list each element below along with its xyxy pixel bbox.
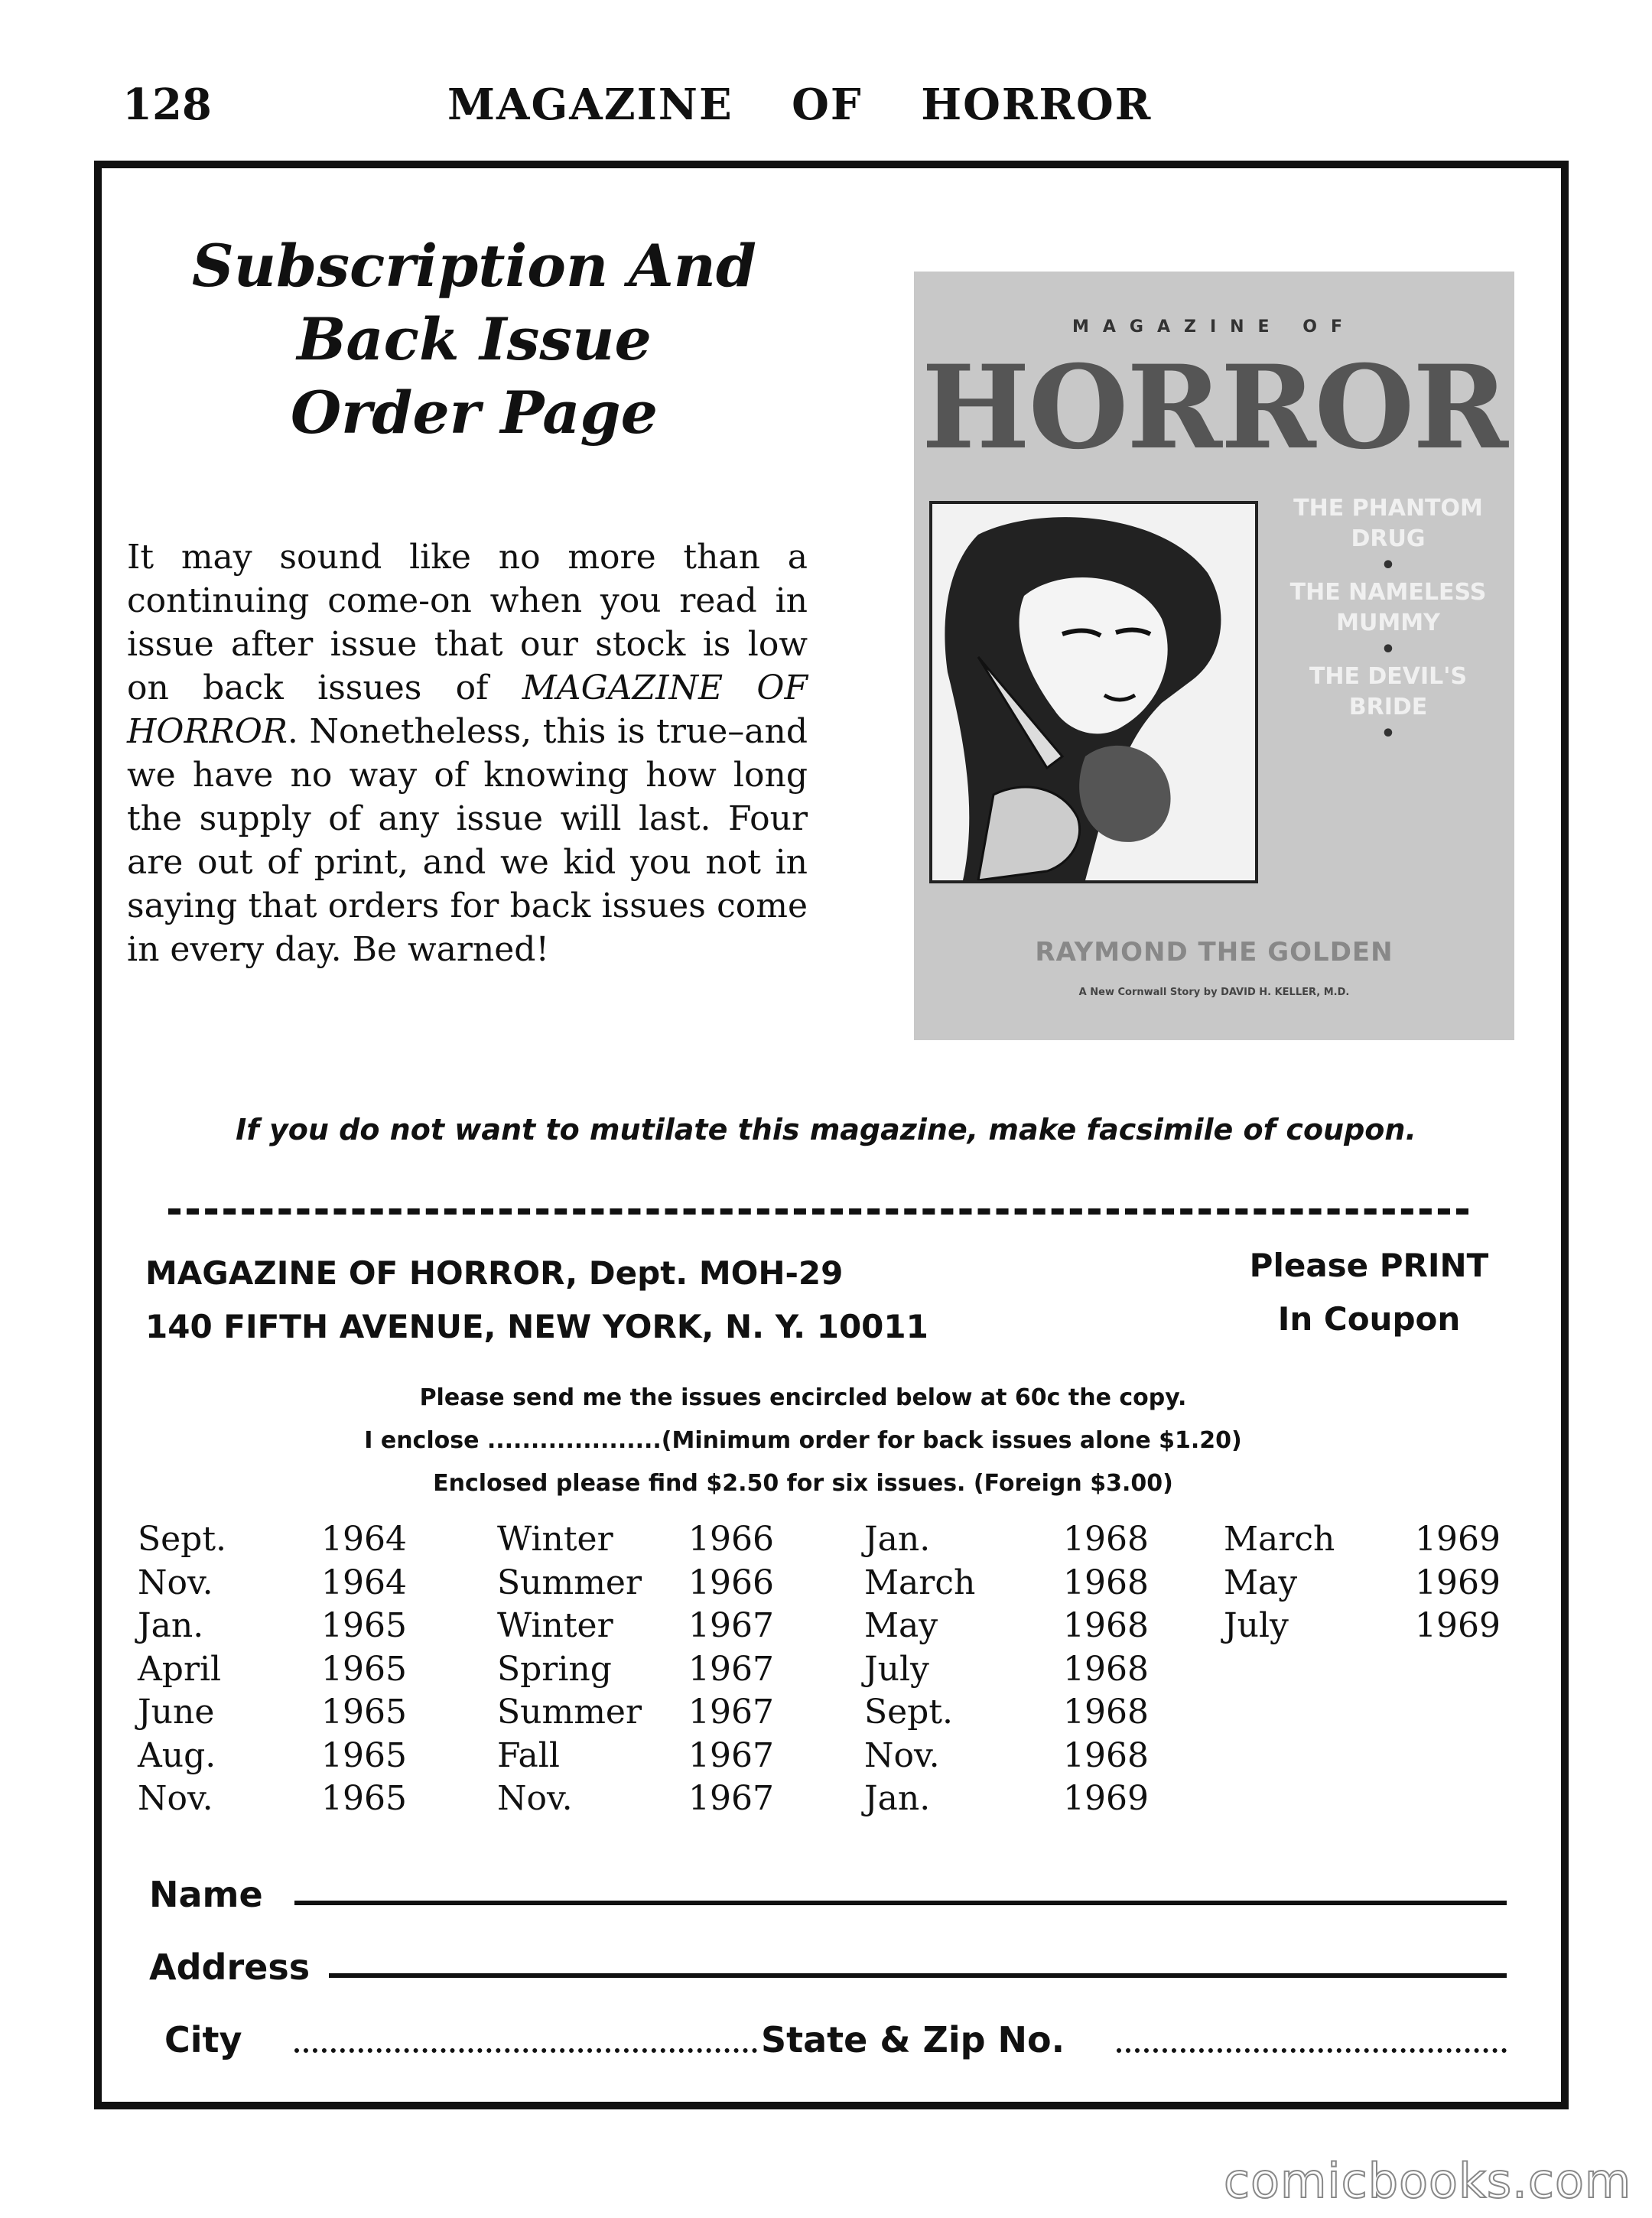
cover-illustration [929,501,1258,883]
issue-item[interactable] [138,1562,1514,1605]
heading-line-1: Subscription And [191,232,757,300]
magazine-cover-image [914,272,1514,1040]
issue-year: 1968 [1063,1735,1149,1775]
cover-bullet-1: • [1380,552,1396,579]
issue-item[interactable] [138,1691,1514,1734]
issue-month: Jan. [864,1520,931,1559]
issue-year: 1965 [321,1606,407,1645]
instruction-line-2: I enclose ....................(Minimum order for back issues alone $1.20) [364,1427,1242,1454]
issue-month: July [864,1649,929,1689]
issue-month: Aug. [138,1735,216,1775]
page-heading [153,229,795,450]
issue-month: May [864,1606,938,1645]
issue-year: 1969 [1063,1779,1149,1818]
issue-year: 1968 [1063,1606,1149,1645]
cover-byline: A New Cornwall Story by DAVID H. KELLER, M.D. [1078,987,1350,998]
issue-month: Jan. [864,1779,931,1818]
issue-item[interactable] [138,1518,1514,1561]
print-note-line-1: Please PRINT [1249,1247,1489,1284]
address-input-line[interactable] [329,1973,1507,1978]
issue-item[interactable] [138,1648,1514,1691]
issue-year: 1967 [688,1649,774,1689]
issue-month: Nov. [497,1779,573,1818]
cover-bullet-3: • [1380,720,1396,747]
issue-year: 1966 [688,1563,774,1602]
print-note [1231,1239,1507,1346]
heading-line-3: Order Page [290,379,659,447]
issue-month: Nov. [138,1779,213,1818]
issue-year: 1968 [1063,1649,1149,1689]
issue-year: 1969 [1415,1563,1501,1602]
watermark: comicbooks.com [1224,2153,1632,2209]
issue-year: 1966 [688,1520,774,1559]
address-label: Address [149,1946,311,1988]
cover-feature-title: RAYMOND THE GOLDEN [1035,937,1393,968]
page-number: 128 [122,80,212,130]
issue-year: 1968 [1063,1693,1149,1732]
issue-year: 1968 [1063,1563,1149,1602]
issue-year: 1965 [321,1693,407,1732]
cover-story-1: THE PHANTOM DRUG [1293,495,1483,552]
back-issues-list [138,1518,1514,1824]
issue-year: 1965 [321,1735,407,1775]
issue-month: Summer [497,1693,642,1732]
state-zip-input-line[interactable] [1117,2048,1507,2053]
issue-year: 1967 [688,1606,774,1645]
issue-year: 1967 [688,1779,774,1818]
issue-year: 1964 [321,1520,407,1559]
city-input-line[interactable] [294,2048,757,2053]
issue-month: Jan. [138,1606,204,1645]
issue-month: March [1224,1520,1335,1559]
issue-month: July [1224,1606,1289,1645]
cover-story-3: THE DEVIL'S BRIDE [1309,663,1468,720]
issue-item[interactable] [138,1777,1514,1820]
running-title: MAGAZINE OF HORROR [447,80,1153,130]
instruction-line-3: Enclosed please find $2.50 for six issues. (Foreign $3.00) [433,1470,1173,1497]
issue-month: Sept. [138,1520,227,1559]
cover-story-2: THE NAMELESS MUMMY [1289,579,1487,636]
issue-month: June [138,1693,215,1732]
issue-month: March [864,1563,976,1602]
coupon-address-line-1: MAGAZINE OF HORROR, Dept. MOH-29 [145,1254,844,1292]
heading-line-2: Back Issue [297,305,652,373]
issue-month: April [138,1649,222,1689]
intro-paragraph [127,535,808,971]
state-zip-label: State & Zip No. [761,2019,1065,2060]
issue-month: Nov. [864,1735,940,1775]
issue-year: 1969 [1415,1606,1501,1645]
facsimile-note: If you do not want to mutilate this magazine, make facsimile of coupon. [236,1113,1416,1146]
cover-masthead-top: MAGAZINE OF [1072,317,1356,337]
coupon-instructions [229,1377,1377,1505]
issue-month: May [1224,1563,1298,1602]
coupon-address [145,1247,928,1354]
issue-year: 1965 [321,1779,407,1818]
issue-year: 1967 [688,1735,774,1775]
issue-month: Summer [497,1563,642,1602]
intro-text-before: It may sound like no more than a continuing come-on when you read in issue after issue that our stock is low on back issues of [127,538,808,707]
coupon-cut-line [168,1208,1468,1215]
name-input-line[interactable] [294,1901,1507,1905]
intro-text-after: . Nonetheless, this is true–and we have no way of knowing how long the supply of any issue will last. Four are out of print, and we kid you not in saying that orders for back issues come in every day. Be warned! [127,712,808,969]
cover-illustration-drawing [932,504,1255,880]
issue-item[interactable] [138,1605,1514,1647]
cover-story-list [1273,493,1503,746]
issue-month: Winter [497,1606,613,1645]
name-label: Name [149,1874,263,1915]
cover-bullet-2: • [1380,636,1396,663]
city-label: City [164,2019,242,2060]
print-note-line-2: In Coupon [1277,1300,1461,1338]
issue-month: Spring [497,1649,612,1689]
issue-year: 1968 [1063,1520,1149,1559]
intro-magazine-name: MAGAZINE OF HORROR [127,668,808,751]
issue-year: 1967 [688,1693,774,1732]
cover-masthead: HORROR [921,340,1507,475]
issue-item[interactable] [138,1735,1514,1777]
issue-month: Fall [497,1735,560,1775]
coupon-address-line-2: 140 FIFTH AVENUE, NEW YORK, N. Y. 10011 [145,1308,928,1345]
instruction-line-1: Please send me the issues encircled below at 60c the copy. [419,1384,1187,1411]
issue-year: 1965 [321,1649,407,1689]
issue-month: Nov. [138,1563,213,1602]
issue-month: Sept. [864,1693,954,1732]
issue-month: Winter [497,1520,613,1559]
issue-year: 1969 [1415,1520,1501,1559]
issue-year: 1964 [321,1563,407,1602]
